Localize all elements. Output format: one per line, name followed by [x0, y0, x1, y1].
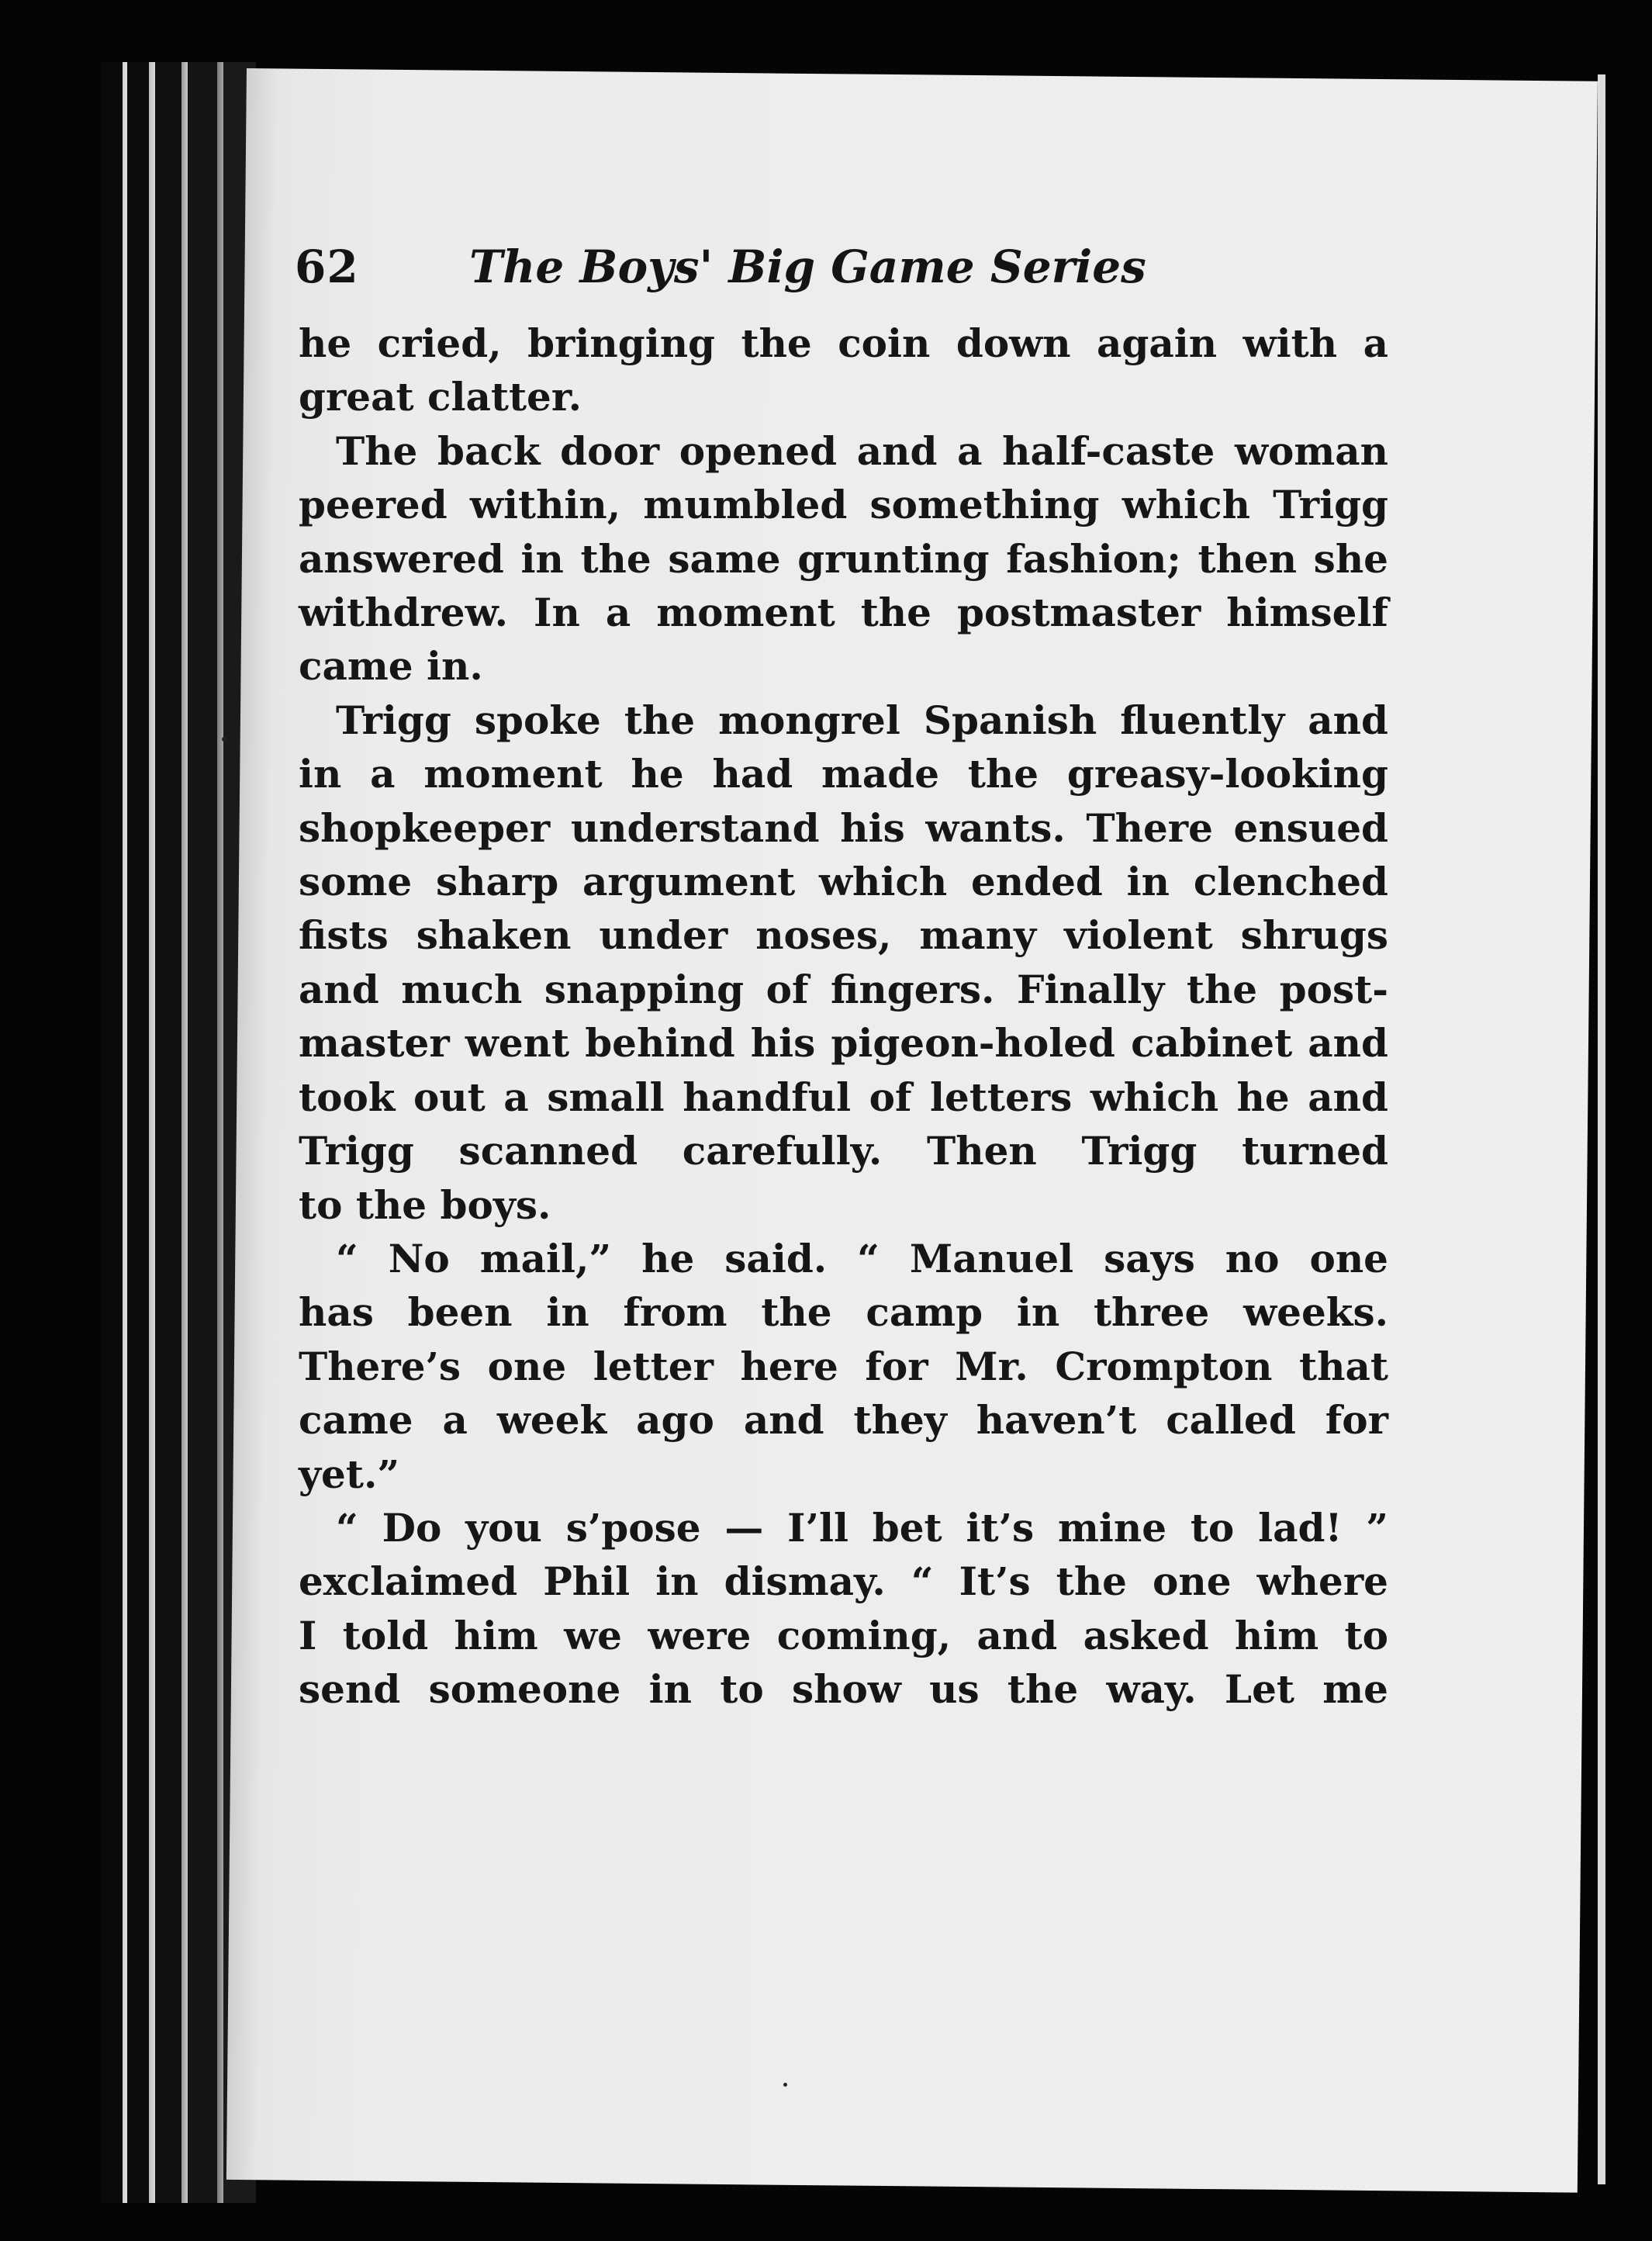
text-line: Trigg scanned carefully. Then Trigg turned	[299, 1128, 1388, 1174]
text-line: he cried, bringing the coin down again with a	[299, 320, 1388, 366]
scan-speck	[783, 2083, 787, 2087]
text-line: to the boys.	[299, 1181, 551, 1228]
text-line: “ No mail,” he said. “ Manuel says no one	[336, 1235, 1388, 1281]
scan-speck	[222, 737, 226, 742]
text-line: shopkeeper understand his wants. There ensued	[299, 804, 1388, 851]
page-number: 62	[295, 240, 359, 293]
text-line: in a moment he had made the greasy-looking	[299, 751, 1388, 797]
text-line: The back door opened and a half-caste woman	[336, 427, 1388, 474]
text-line: yet.”	[299, 1451, 400, 1497]
text-line: I told him we were coming, and asked him to	[299, 1612, 1388, 1658]
text-line: master went behind his pigeon-holed cabinet and	[299, 1020, 1388, 1067]
text-line: answered in the same grunting fashion; then she	[299, 535, 1388, 582]
text-line: fists shaken under noses, many violent shrugs	[299, 912, 1388, 959]
text-line: withdrew. In a moment the postmaster himself	[299, 590, 1388, 636]
text-line: Trigg spoke the mongrel Spanish fluently and	[336, 697, 1388, 743]
text-line: great clatter.	[299, 374, 582, 420]
text-line: and much snapping of fingers. Finally the post-	[299, 966, 1388, 1012]
running-header	[295, 240, 1334, 318]
text-line: peered within, mumbled something which Trigg	[299, 482, 1388, 528]
text-line: came in.	[299, 643, 483, 690]
page-edge	[1598, 74, 1605, 2184]
text-line: has been in from the camp in three weeks.	[299, 1289, 1388, 1336]
text-line: took out a small handful of letters which he and	[299, 1074, 1388, 1120]
text-line: “ Do you s’pose — I’ll bet it’s mine to lad! ”	[336, 1504, 1388, 1551]
running-title: The Boys' Big Game Series	[469, 240, 1146, 293]
text-line: came a week ago and they haven’t called for	[299, 1397, 1388, 1444]
text-line: some sharp argument which ended in clenched	[299, 859, 1388, 905]
body-text	[299, 316, 1388, 1717]
text-line: exclaimed Phil in dismay. “ It’s the one where	[299, 1558, 1388, 1605]
text-line: There’s one letter here for Mr. Crompton that	[299, 1343, 1388, 1389]
text-line: send someone in to show us the way. Let me	[299, 1666, 1388, 1713]
